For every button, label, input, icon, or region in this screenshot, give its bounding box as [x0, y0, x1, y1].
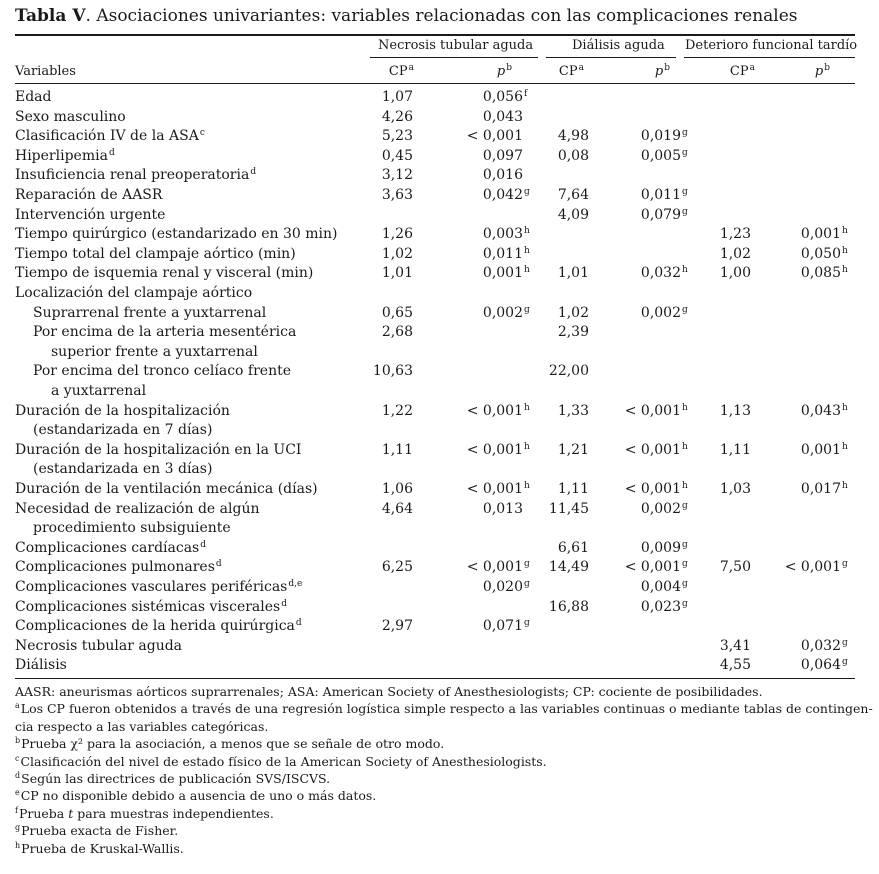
cell-cp	[332, 402, 422, 422]
cell-value: 0,002	[640, 500, 681, 517]
row-label: Insuficiencia renal preoperatoria$^d$	[15, 167, 257, 184]
footnote-text-after: para muestras independientes.	[73, 805, 274, 821]
cell-value: 1,01	[381, 265, 413, 282]
cell-value: 0,004	[640, 579, 681, 595]
cell-p: 0,003$^h$	[482, 226, 530, 243]
cell-value: < 0,001	[466, 481, 523, 497]
cell-cp	[508, 264, 598, 284]
cell-p: 0,079$^g$	[640, 206, 688, 223]
cell-cp	[508, 441, 598, 461]
header-sup: b	[506, 63, 512, 73]
cell-cp	[332, 304, 422, 324]
row-label: Clasificación IV de la ASA$^c$	[15, 128, 205, 145]
cell-p: 0,001$^h$	[800, 226, 848, 243]
cell-p: 0,002$^g$	[640, 304, 688, 321]
cell-value: 22,00	[548, 363, 589, 380]
cell-value: 0,043	[482, 108, 523, 125]
footnote-italic: t	[68, 805, 74, 821]
cell-p: 0,064$^g$	[800, 657, 848, 674]
group-rule-ntn	[370, 57, 538, 58]
row-label: Duración de la hospitalización en la UCI	[15, 441, 302, 458]
row-label: Localización del clampaje aórtico	[15, 285, 253, 301]
cell-value: 0,08	[557, 147, 589, 164]
row-label-continuation: procedimiento subsiguiente	[33, 520, 231, 537]
cell-value: 0,011	[640, 187, 681, 203]
cell-value: 6,61	[557, 539, 589, 556]
footnote-text: Prueba χ² para la asociación, a menos que se señale de otro modo.	[21, 736, 445, 752]
cell-cp	[508, 186, 598, 206]
row-label-footnote-mark: d	[200, 539, 207, 550]
cell-cp	[670, 264, 760, 284]
cell-value: 2,68	[381, 324, 413, 341]
footnote	[15, 683, 763, 700]
cell-value: 0,064	[800, 657, 841, 674]
row-label-footnote-mark: d	[295, 618, 302, 629]
cell-value: 1,02	[557, 304, 589, 321]
cell-p: 0,019$^g$	[640, 128, 688, 145]
cell-cp	[670, 656, 760, 676]
group-header-late: Deterioro funcional tardío	[685, 38, 858, 53]
footnote-mark: h	[15, 840, 21, 850]
cell-cp	[332, 617, 422, 637]
cell-cp	[670, 558, 760, 578]
row-label: Complicaciones pulmonares$^d$	[15, 559, 222, 576]
cell-p: < 0,001$^h$	[624, 481, 688, 497]
footnote-mark: c	[15, 753, 20, 763]
cell-value: 0,032	[800, 637, 841, 654]
cell-value: 4,98	[557, 128, 589, 145]
footnote-text: AASR: aneurismas aórticos suprarrenales; ASA: American Society of Anesthesiologists; CP: cociente de posibilidades.	[15, 684, 763, 699]
header-p	[610, 62, 670, 82]
cell-p: < 0,001$^h$	[624, 402, 688, 419]
row-label: Tiempo total del clampaje aórtico (min)	[15, 245, 296, 262]
cell-cp	[332, 558, 422, 578]
cell-value: 0,002	[640, 304, 681, 321]
cell-value: 0,042	[482, 187, 523, 203]
cell-value: 4,55	[719, 657, 751, 674]
footnote-text: Prueba exacta de Fisher.	[21, 823, 179, 839]
cell-cp	[332, 88, 422, 108]
cell-value: 0,009	[640, 539, 681, 556]
cell-value: 0,013	[482, 500, 523, 517]
group-rule-dialysis	[546, 57, 676, 58]
cell-value: 0,001	[800, 226, 841, 243]
footnote	[15, 840, 184, 857]
group-header-ntn: Necrosis tubular aguda	[378, 38, 534, 53]
cell-value: 0,001	[482, 265, 523, 282]
cell-p: 0,005$^g$	[640, 147, 688, 164]
cell-p: < 0,001$^h$	[466, 441, 530, 458]
cell-p: 0,032$^g$	[800, 637, 848, 654]
header-p-text: p	[814, 64, 824, 79]
cell-value: 1,13	[719, 402, 751, 419]
table-title-text: . Asociaciones univariantes: variables relacionadas con las complicaciones renales	[85, 6, 798, 26]
header-cp	[354, 62, 414, 82]
cell-value: 7,50	[719, 559, 751, 576]
cell-p: 0,001$^h$	[482, 265, 530, 282]
footnote-text: Según las directrices de publicación SVS/ISCVS.	[21, 771, 331, 786]
cell-value: 4,64	[381, 500, 413, 517]
row-label-continuation: a yuxtarrenal	[51, 383, 147, 399]
cell-value: 0,071	[482, 618, 523, 635]
row-label-continuation: superior frente a yuxtarrenal	[51, 343, 258, 360]
cell-cp	[332, 323, 422, 343]
header-cp-text: CP	[558, 64, 578, 79]
cell-value: < 0,001	[624, 402, 681, 419]
cell-value: 1,11	[557, 481, 589, 497]
row-label: Complicaciones de la herida quirúrgica$^d$	[15, 618, 302, 635]
header-p	[770, 62, 830, 82]
cell-cp	[670, 402, 760, 422]
cell-value: 1,21	[557, 441, 589, 458]
cell-cp	[332, 127, 422, 147]
row-label: Complicaciones vasculares periféricas$^{d,e}$	[15, 579, 303, 595]
cell-value: 1,00	[719, 265, 751, 282]
cell-cp	[508, 362, 598, 382]
footnote-mark: f	[15, 805, 18, 815]
header-p	[452, 62, 512, 82]
row-label: Intervención urgente	[15, 206, 166, 223]
cell-value: 0,043	[800, 402, 841, 419]
cell-value: 0,45	[381, 147, 413, 164]
row-label: Duración de la ventilación mecánica (días)	[15, 481, 318, 497]
header-cp-text: CP	[388, 64, 408, 79]
cell-p: < 0,001$^h$	[466, 481, 530, 497]
cell-value: 1,22	[381, 402, 413, 419]
cell-value: 0,001	[800, 441, 841, 458]
group-header-dialysis: Diálisis aguda	[572, 38, 665, 53]
cell-cp	[670, 441, 760, 461]
cell-p: 0,042$^g$	[482, 187, 530, 203]
cell-value: 0,005	[640, 147, 681, 164]
footnote	[15, 700, 873, 717]
cell-p: 0,004$^g$	[640, 579, 688, 595]
row-label-footnote-mark: c	[199, 128, 205, 139]
cell-cp	[508, 147, 598, 167]
cell-value: 3,41	[719, 637, 751, 654]
cell-value: 1,23	[719, 226, 751, 243]
header-sup: a	[749, 63, 755, 73]
cell-cp	[670, 637, 760, 657]
row-label: Edad	[15, 89, 52, 105]
header-variables: Variables	[15, 64, 76, 79]
cell-cp	[332, 480, 422, 500]
cell-value: 1,33	[557, 402, 589, 419]
row-label-footnote-mark: d	[108, 147, 115, 158]
row-label-continuation: (estandarizada en 7 días)	[33, 422, 213, 439]
footnote-text: CP no disponible debido a ausencia de uno o más datos.	[20, 788, 377, 804]
header-sup: b	[824, 63, 830, 73]
cell-cp	[508, 558, 598, 578]
cell-value: 0,003	[482, 226, 523, 243]
row-label: Necesidad de realización de algún	[15, 500, 260, 517]
cell-p: 0,017$^h$	[800, 481, 848, 497]
cell-value: 0,002	[482, 304, 523, 321]
row-label: Necrosis tubular aguda	[15, 637, 183, 654]
cell-value: 0,65	[381, 304, 413, 321]
footnote	[15, 718, 268, 735]
cell-p: < 0,001$^h$	[466, 402, 530, 419]
cell-p: 0,032$^h$	[640, 265, 688, 282]
cell-value: < 0,001	[624, 559, 681, 576]
footnote-mark: b	[15, 736, 21, 746]
cell-value: 1,01	[557, 265, 589, 282]
cell-value: 0,079	[640, 206, 681, 223]
cell-value: 6,25	[381, 559, 413, 576]
cell-value: 4,09	[557, 206, 589, 223]
row-label: Duración de la hospitalización	[15, 402, 230, 419]
row-label: Complicaciones sistémicas viscerales$^d$	[15, 598, 287, 615]
footnote-mark: g	[15, 823, 21, 833]
cell-p: 0,002$^g$	[482, 304, 530, 321]
cell-value: 0,016	[482, 167, 523, 184]
cell-value: 1,11	[719, 441, 751, 458]
cell-value: < 0,001	[466, 128, 523, 145]
cell-cp	[332, 225, 422, 245]
cell-value: 14,49	[548, 559, 589, 576]
cell-cp	[508, 206, 598, 226]
group-rule-late	[684, 57, 855, 58]
row-label: Suprarrenal frente a yuxtarrenal	[33, 304, 267, 321]
cell-p: < 0,001$^h$	[624, 441, 688, 458]
cell-value: 1,02	[381, 245, 413, 262]
row-label: Diálisis	[15, 657, 67, 674]
cell-value: < 0,001	[466, 402, 523, 419]
row-label: Por encima del tronco celíaco frente	[33, 363, 292, 380]
row-label: Tiempo quirúrgico (estandarizado en 30 min)	[15, 226, 338, 243]
cell-cp	[670, 245, 760, 265]
cell-value: < 0,001	[624, 481, 681, 497]
top-rule	[15, 34, 855, 36]
footnote-text: Prueba	[18, 805, 69, 821]
cell-cp	[332, 264, 422, 284]
footnote	[15, 770, 330, 787]
cell-cp	[332, 441, 422, 461]
row-label-continuation: (estandarizada en 3 días)	[33, 461, 213, 478]
cell-cp	[508, 598, 598, 618]
cell-value: 5,23	[381, 128, 413, 145]
cell-value: 0,085	[800, 265, 841, 282]
table-title	[15, 6, 798, 26]
cell-cp	[670, 225, 760, 245]
cell-value: 1,26	[381, 226, 413, 243]
footnote	[15, 753, 547, 770]
row-label: Complicaciones cardíacas$^d$	[15, 539, 207, 556]
cell-value: 1,07	[381, 89, 413, 105]
cell-cp	[332, 166, 422, 186]
row-label: Sexo masculino	[15, 108, 126, 125]
cell-p	[442, 108, 532, 128]
footnote	[15, 787, 376, 804]
cell-p: 0,071$^g$	[482, 618, 530, 635]
footnote-text: Clasificación del nivel de estado físico de la American Society of Anesthesiologists.	[20, 753, 547, 769]
cell-cp	[508, 480, 598, 500]
cell-value: 1,02	[719, 245, 751, 262]
cell-cp	[332, 245, 422, 265]
cell-value: 0,097	[482, 147, 523, 164]
header-rule	[15, 83, 855, 84]
header-sup: a	[408, 63, 414, 73]
row-label: Reparación de AASR	[15, 187, 163, 203]
cell-cp	[508, 304, 598, 324]
cell-value: 0,023	[640, 598, 681, 615]
header-cp	[524, 62, 584, 82]
table-title-number: Tabla V	[15, 6, 86, 26]
row-label-footnote-mark: d	[215, 559, 222, 570]
cell-p: 0,043$^h$	[800, 402, 848, 419]
cell-value: < 0,001	[466, 441, 523, 458]
bottom-rule	[15, 678, 855, 679]
cell-p: 0,011$^g$	[640, 187, 688, 203]
cell-p: 0,009$^g$	[640, 539, 688, 556]
footnote-text: Prueba de Kruskal-Wallis.	[21, 840, 184, 856]
row-label: Tiempo de isquemia renal y visceral (min)	[15, 265, 314, 282]
cell-value: 1,03	[719, 481, 751, 497]
cell-value: 0,020	[482, 579, 523, 595]
cell-cp	[508, 323, 598, 343]
header-cp-text: CP	[729, 64, 749, 79]
cell-value: 0,011	[482, 245, 523, 262]
cell-p: < 0,001$^g$	[466, 559, 530, 576]
cell-cp	[332, 147, 422, 167]
cell-value: 4,26	[381, 108, 413, 125]
footnote	[15, 735, 444, 752]
cell-value: 0,019	[640, 128, 681, 145]
row-label: Por encima de la arteria mesentérica	[33, 324, 297, 341]
cell-cp	[332, 186, 422, 206]
cell-cp	[332, 108, 422, 128]
row-label-footnote-mark: d	[281, 598, 287, 609]
cell-cp	[508, 127, 598, 147]
cell-value: 10,63	[372, 363, 413, 380]
cell-value: 16,88	[548, 598, 589, 615]
footnote-text: Los CP fueron obtenidos a través de una regresión logística simple respecto a las variables continuas o mediante tablas de contingen-	[20, 701, 873, 717]
footnote-text: cia respecto a las variables categóricas.	[15, 718, 269, 734]
footnote-mark: d	[15, 771, 21, 780]
cell-p: 0,023$^g$	[640, 598, 688, 615]
cell-cp	[332, 500, 422, 520]
header-cp	[695, 62, 755, 82]
footnote	[15, 805, 274, 822]
row-label-footnote-mark: d	[250, 167, 257, 178]
row-label-footnote-mark: d,e	[288, 579, 303, 589]
cell-p: 0,020$^g$	[482, 579, 530, 595]
header-sup: b	[664, 63, 670, 73]
cell-p: 0,011$^h$	[482, 245, 530, 262]
cell-value: 7,64	[557, 187, 589, 203]
cell-p: 0,050$^h$	[800, 245, 848, 262]
cell-value: 3,12	[381, 167, 413, 184]
cell-p: 0,085$^h$	[800, 265, 848, 282]
cell-value: < 0,001	[466, 559, 523, 576]
cell-p: < 0,001$^g$	[784, 559, 848, 576]
header-sup: a	[578, 63, 584, 73]
header-p-text: p	[654, 64, 664, 79]
cell-value: 0,050	[800, 245, 841, 262]
footnote-mark: a	[15, 701, 20, 711]
cell-value: 11,45	[548, 500, 589, 517]
cell-cp	[508, 402, 598, 422]
cell-p	[442, 166, 532, 186]
footnote	[15, 822, 178, 839]
cell-cp	[508, 500, 598, 520]
cell-value: 1,11	[381, 441, 413, 458]
cell-value: 0,017	[800, 481, 841, 497]
cell-value: 2,39	[557, 324, 589, 341]
cell-cp	[670, 480, 760, 500]
footnote-mark: e	[15, 788, 20, 798]
header-p-text: p	[496, 64, 506, 79]
cell-value: 0,032	[640, 265, 681, 282]
cell-cp	[332, 362, 422, 382]
cell-value: 1,06	[381, 481, 413, 497]
cell-p: 0,056$^f$	[482, 89, 528, 105]
cell-value: 0,056	[482, 89, 523, 105]
row-label: Hiperlipemia$^d$	[15, 147, 115, 164]
cell-value: < 0,001	[624, 441, 681, 458]
cell-value: 2,97	[381, 618, 413, 635]
cell-cp	[508, 539, 598, 559]
cell-value: 3,63	[381, 187, 413, 203]
cell-p: < 0,001$^g$	[624, 559, 688, 576]
cell-p: 0,002$^g$	[640, 500, 688, 517]
cell-p: 0,001$^h$	[800, 441, 848, 458]
cell-value: < 0,001	[784, 559, 841, 576]
